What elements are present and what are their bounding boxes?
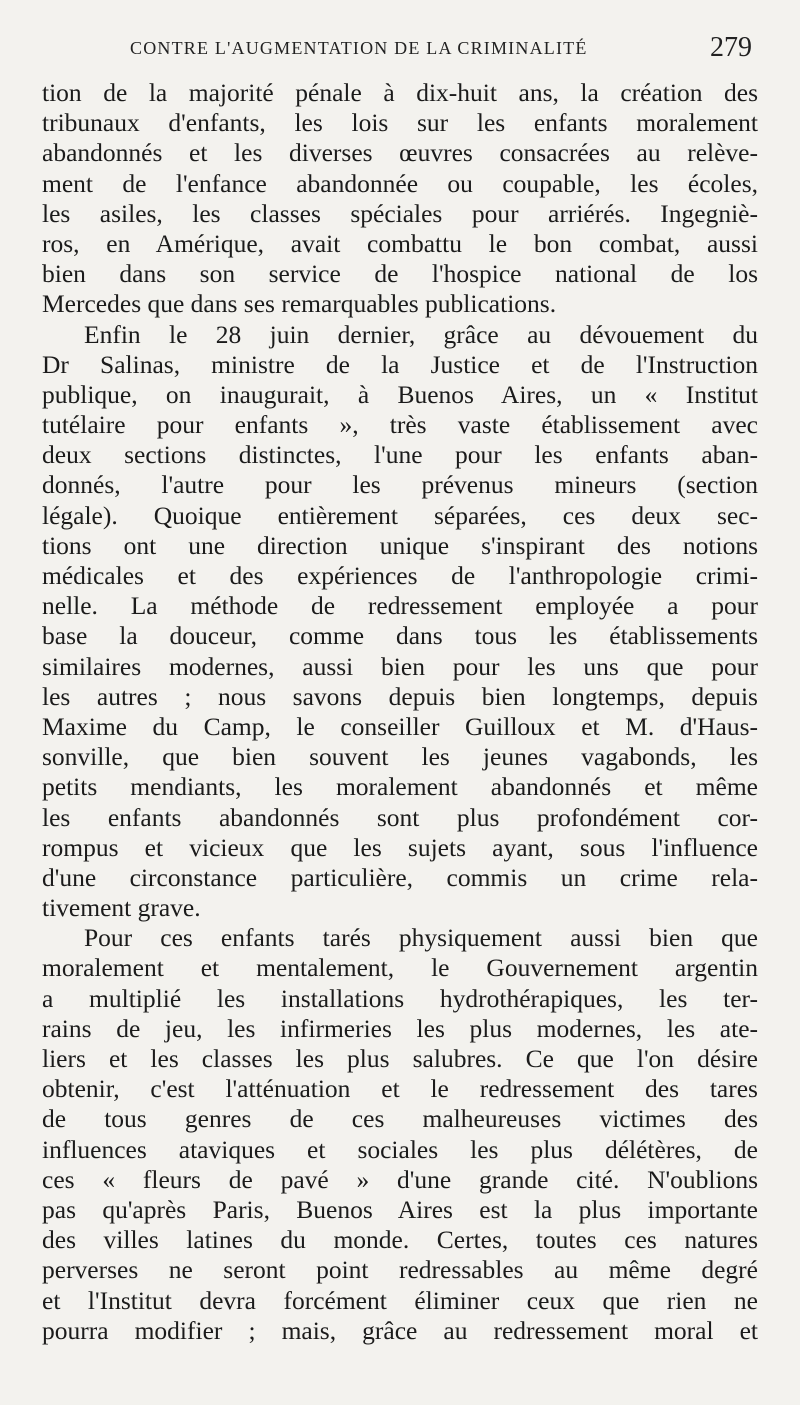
- text-line: base la douceur, comme dans tous les établissements: [42, 621, 758, 651]
- text-line: Mercedes que dans ses remarquables publications.: [42, 289, 557, 319]
- text-line: Maxime du Camp, le conseiller Guilloux et M. d'Haus-: [42, 711, 758, 741]
- text-line: Enfin le 28 juin dernier, grâce au dévouement du: [84, 319, 758, 349]
- text-line: et l'Institut devra forcément éliminer ceux que rien ne: [42, 1285, 758, 1315]
- text-line: rains de jeu, les infirmeries les plus modernes, les ate-: [42, 1013, 758, 1043]
- text-line: ment de l'enfance abandonnée ou coupable, les écoles,: [42, 168, 758, 198]
- text-line: d'une circonstance particulière, commis un crime rela-: [42, 862, 758, 892]
- page-number: 279: [710, 32, 752, 63]
- text-line: les enfants abandonnés sont plus profondément cor-: [42, 802, 758, 832]
- text-line: ros, en Amérique, avait combattu le bon combat, aussi: [42, 228, 758, 258]
- body-text: [42, 78, 758, 1346]
- text-line: tivement grave.: [42, 893, 201, 923]
- text-line: obtenir, c'est l'atténuation et le redressement des tares: [42, 1074, 758, 1104]
- text-line: rompus et vicieux que les sujets ayant, sous l'influence: [42, 832, 758, 862]
- text-line: Dr Salinas, ministre de la Justice et de l'Instruction: [42, 349, 758, 379]
- text-line: médicales et des expériences de l'anthropologie crimi-: [42, 561, 758, 590]
- text-line: des villes latines du monde. Certes, toutes ces natures: [42, 1225, 758, 1255]
- text-line: ces « fleurs de pavé » d'une grande cité. N'oublions: [42, 1164, 758, 1194]
- text-line: tutélaire pour enfants », très vaste établissement avec: [42, 410, 758, 440]
- text-line: moralement et mentalement, le Gouvernement argentin: [42, 953, 758, 983]
- text-line: tribunaux d'enfants, les lois sur les enfants moralement: [42, 108, 758, 138]
- text-line: de tous genres de ces malheureuses victimes des: [42, 1104, 758, 1134]
- text-line: les autres ; nous savons depuis bien longtemps, depuis: [42, 681, 758, 711]
- text-line: nelle. La méthode de redressement employée a pour: [42, 591, 758, 621]
- text-line: bien dans son service de l'hospice national de los: [42, 259, 758, 289]
- text-line: donnés, l'autre pour les prévenus mineurs (section: [42, 470, 758, 500]
- text-line: pourra modifier ; mais, grâce au redressement moral et: [42, 1315, 758, 1345]
- text-line: abandonnés et les diverses œuvres consacrées au relève-: [42, 138, 758, 168]
- text-line: similaires modernes, aussi bien pour les uns que pour: [42, 651, 758, 681]
- running-head: [40, 30, 760, 66]
- text-line: publique, on inaugurait, à Buenos Aires, un « Institut: [42, 379, 758, 409]
- text-line: liers et les classes les plus salubres. Ce que l'on désire: [42, 1044, 758, 1073]
- text-line: pas qu'après Paris, Buenos Aires est la plus importante: [42, 1194, 758, 1224]
- text-line: Pour ces enfants tarés physiquement aussi bien que: [84, 923, 758, 953]
- text-line: a multiplié les installations hydrothérapiques, les ter-: [42, 983, 758, 1013]
- text-line: petits mendiants, les moralement abandonnés et même: [42, 772, 758, 802]
- text-line: perverses ne seront point redressables au même degré: [42, 1255, 758, 1285]
- text-line: tion de la majorité pénale à dix-huit ans, la création des: [42, 78, 758, 107]
- text-line: sonville, que bien souvent les jeunes vagabonds, les: [42, 742, 758, 772]
- running-title: CONTRE L'AUGMENTATION DE LA CRIMINALITÉ: [130, 38, 588, 58]
- text-line: tions ont une direction unique s'inspirant des notions: [42, 530, 758, 560]
- text-line: légale). Quoique entièrement séparées, ces deux sec-: [42, 500, 758, 530]
- text-line: deux sections distinctes, l'une pour les enfants aban-: [42, 440, 758, 470]
- text-line: les asiles, les classes spéciales pour arriérés. Ingegniè-: [42, 198, 758, 228]
- text-line: influences ataviques et sociales les plus délétères, de: [42, 1134, 758, 1164]
